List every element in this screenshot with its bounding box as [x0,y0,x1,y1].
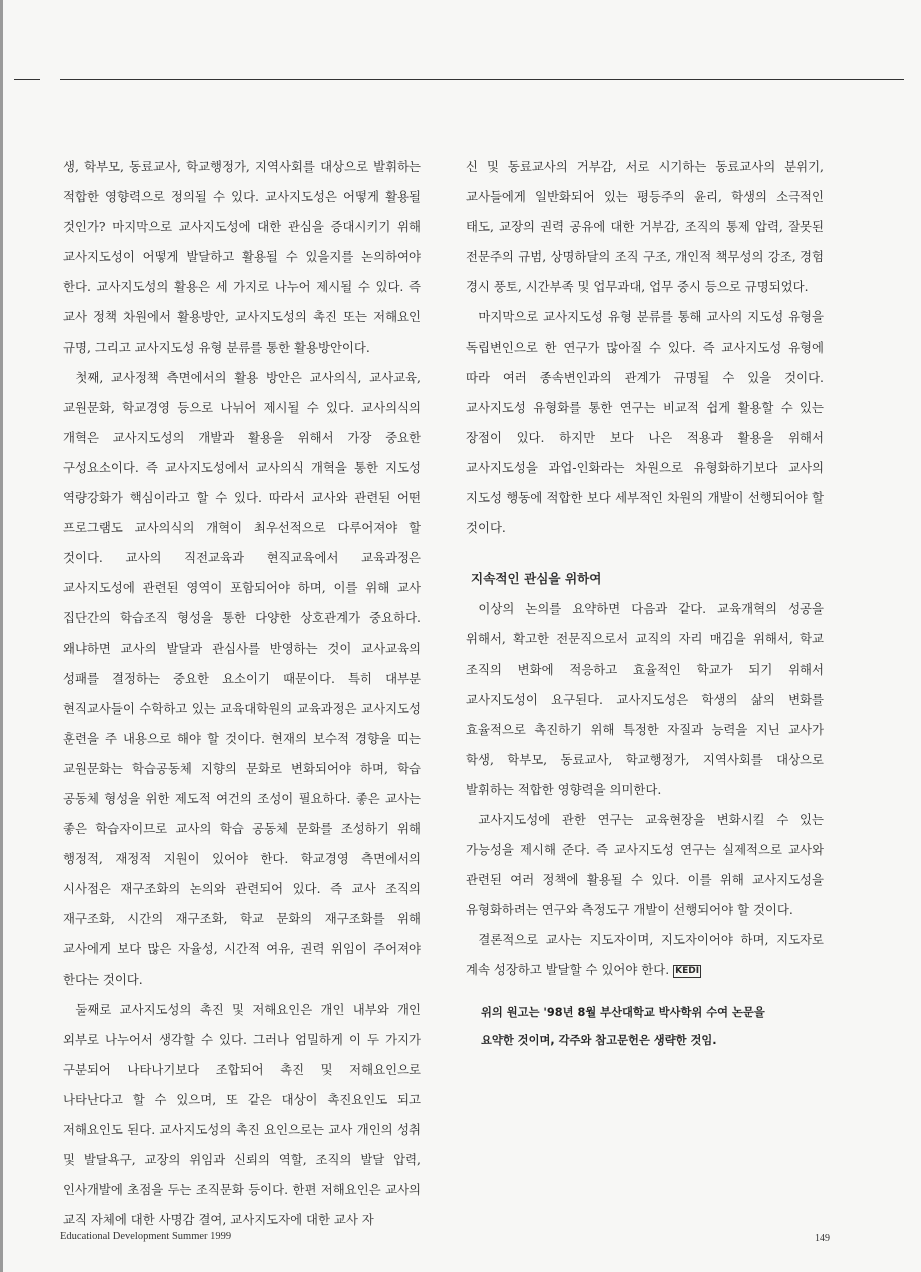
page-number: 149 [815,1233,830,1244]
paragraph-final [466,925,824,985]
paragraph: 이상의 논의를 요약하면 다음과 같다. 교육개혁의 성공을 위해서, 확고한 전문직으로서 교직의 자리 매김을 위해서, 학교 조직의 변화에 적응하고 효율적인 학교가 되기 위해서 교사지도성이 요구된다. 교사지도성은 학생의 삶의 변화를 효율적으로 촉진하기 위해 특정한 자질과 능력을 지닌 교사가 학생, 학부모, 동료교사, 학교행정가, 지역사회를 대상으로 발휘하는 적합한 영향력을 의미한다. [466,601,824,797]
paragraph: 생, 학부모, 동료교사, 학교행정가, 지역사회를 대상으로 발휘하는 적합한 영향력으로 정의될 수 있다. 교사지도성은 어떻게 활용될 것인가? 마지막으로 교사지도성에 대한 관심을 증대시키기 위해 교사지도성이 어떻게 발달하고 활용될 수 있을지를 논의하여야 한다. 교사지도성의 활용은 세 가지로 나누어 제시될 수 있다. 즉 교사 정책 차원에서 활용방안, 교사지도성의 촉진 또는 저해요인 규명, 그리고 교사지도성 유형 분류를 통한 활용방안이다. [63,159,421,355]
right-text-column [466,152,824,986]
paragraph: 마지막으로 교사지도성 유형 분류를 통해 교사의 지도성 유형을 독립변인으로 한 연구가 많아질 수 있다. 즉 교사지도성 유형에 따라 여러 종속변인과의 관계가 규명될 수 있을 것이다. 교사지도성 유형화를 통한 연구는 비교적 쉽게 활용할 수 있는 장점이 있다. 하지만 보다 나은 적용과 활용을 위해서 교사지도성을 과업-인화라는 차원으로 유형화하기보다 교사의 지도성 행동에 적합한 보다 세부적인 차원의 개발이 선행되어야 할 것이다. [466,309,824,536]
header-rule [60,79,904,80]
note-line: 요약한 것이며, 각주와 참고문헌은 생략한 것임. [481,1034,717,1047]
section-heading: 지속적인 관심을 위하여 [471,571,602,587]
paragraph-text: 결론적으로 교사는 지도자이며, 지도자이어야 하며, 지도자로 계속 성장하고 발달할 수 있어야 한다. [466,932,824,978]
header-rule-short [14,79,40,80]
footer-journal-title: Educational Development Summer 1999 [60,1231,232,1242]
paragraph: 교사지도성에 관한 연구는 교육현장을 변화시킬 수 있는 가능성을 제시해 준다. 즉 교사지도성 연구는 실제적으로 교사와 관련된 여러 정책에 활용될 수 있다. 이를 위해 교사지도성을 유형화하려는 연구와 측정도구 개발이 선행되어야 할 것이다. [466,811,824,918]
note-line: 위의 원고는 '98년 8월 부산대학교 박사학위 수여 논문을 [481,1006,765,1019]
left-text-column [63,152,421,1235]
paragraph: 첫째, 교사정책 측면에서의 활용 방안은 교사의식, 교사교육, 교원문화, 학교경영 등으로 나뉘어 제시될 수 있다. 교사의식의 개혁은 교사지도성의 개발과 활용을 위해서 가장 중요한 구성요소이다. 즉 교사지도성에서 교사의식 개혁을 통한 지도성 역량강화가 핵심이라고 할 수 있다. 따라서 교사와 관련된 어떤 프로그램도 교사의식의 개혁이 최우선적으로 다루어져야 할 것이다. 교사의 직전교육과 현직교육에서 교육과정은 교사지도성에 관련된 영역이 포함되어야 하며, 이를 위해 교사 집단간의 학습조직 형성을 통한 다양한 상호관계가 중요하다. 왜냐하면 교사의 발달과 관심사를 반영하는 것이 교사교육의 성패를 결정하는 중요한 요소이기 때문이다. 특히 대부분 현직교사들이 수학하고 있는 교육대학원의 교육과정은 교사지도성 훈련을 주 내용으로 해야 할 것이다. 현재의 보수적 경향을 띠는 교원문화는 학습공동체 지향의 문화로 변화되어야 하며, 학습 공동체 형성을 위한 제도적 여건의 조성이 필요하다. 좋은 교사는 좋은 학습자이므로 교사의 학습 공동체 문화를 조성하기 위해 행정적, 재정적 지원이 있어야 한다. 학교경영 측면에서의 시사점은 재구조화의 논의와 관련되어 있다. 즉 교사 조직의 재구조화, 시간의 재구조화, 학교 문화의 재구조화를 위해 교사에게 보다 많은 자율성, 시간적 여유, 권력 위임이 주어져야 한다는 것이다. [63,369,421,987]
paragraph: 둘째로 교사지도성의 촉진 및 저해요인은 개인 내부와 개인 외부로 나누어서 생각할 수 있다. 그러나 엄밀하게 이 두 가지가 구분되어 나타나기보다 조합되어 촉진 및 저해요인으로 나타난다고 할 수 있으며, 또 같은 대상이 촉진요인도 되고 저해요인도 된다. 교사지도성의 촉진 요인으로는 교사 개인의 성취 및 발달욕구, 교장의 위임과 신뢰의 역할, 조직의 발달 압력, 인사개발에 초점을 두는 조직문화 등이다. 한편 저해요인은 교사의 교직 자체에 대한 사명감 결여, 교사지도자에 대한 교사 자 [63,1001,421,1228]
kedi-end-mark: KEDI [675,966,700,977]
author-note [481,999,801,1055]
page-left-edge [0,0,3,1272]
paragraph: 신 및 동료교사의 거부감, 서로 시기하는 동료교사의 분위기, 교사들에게 일반화되어 있는 평등주의 윤리, 학생의 소극적인 태도, 교장의 권력 공유에 대한 거부감, 조직의 통제 압력, 잘못된 전문주의 규범, 상명하달의 조직 구조, 개인적 책무성의 강조, 경험 경시 풍토, 시간부족 및 업무과대, 업무 중시 등으로 규명되었다. [466,159,824,295]
